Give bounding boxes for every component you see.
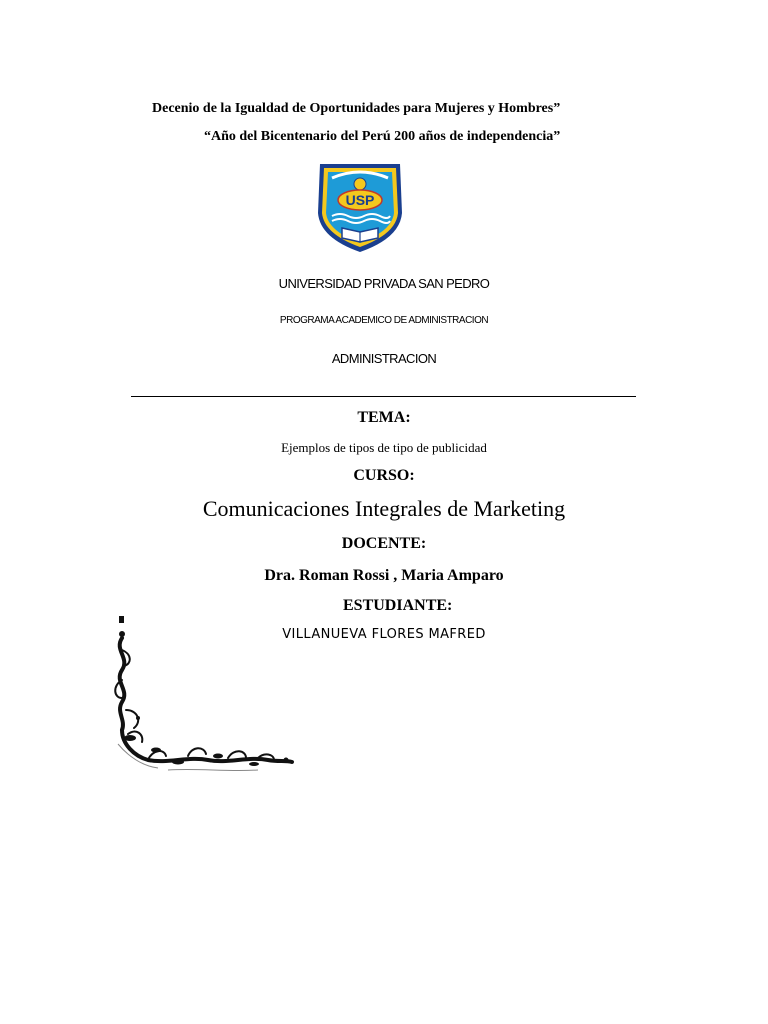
tema-value: Ejemplos de tipos de tipo de publicidad — [281, 440, 487, 455]
logo-text: USP — [345, 192, 375, 208]
decenio-heading: Decenio de la Igualdad de Oportunidades para Mujeres y Hombres” — [152, 101, 561, 116]
separator-line — [131, 396, 636, 397]
program-name: PROGRAMA ACADEMICO DE ADMINISTRACION — [279, 315, 489, 326]
university-name: UNIVERSIDAD PRIVADA SAN PEDRO — [278, 276, 490, 291]
year-heading: “Año del Bicentenario del Perú 200 años de independencia” — [204, 129, 561, 144]
curso-value: Comunicaciones Integrales de Marketing — [202, 496, 566, 521]
tema-label: TEMA: — [357, 409, 411, 426]
university-crest-icon — [310, 158, 410, 256]
estudiante-label: ESTUDIANTE: — [343, 597, 453, 614]
curso-label: CURSO: — [353, 467, 415, 484]
docente-label: DOCENTE: — [341, 535, 427, 552]
school-name: ADMINISTRACION — [331, 351, 437, 366]
docente-value: Dra. Roman Rossi , Maria Amparo — [264, 567, 504, 584]
estudiante-value: VILLANUEVA FLORES MAFRED — [282, 627, 486, 642]
corner-flourish-icon — [108, 610, 298, 775]
